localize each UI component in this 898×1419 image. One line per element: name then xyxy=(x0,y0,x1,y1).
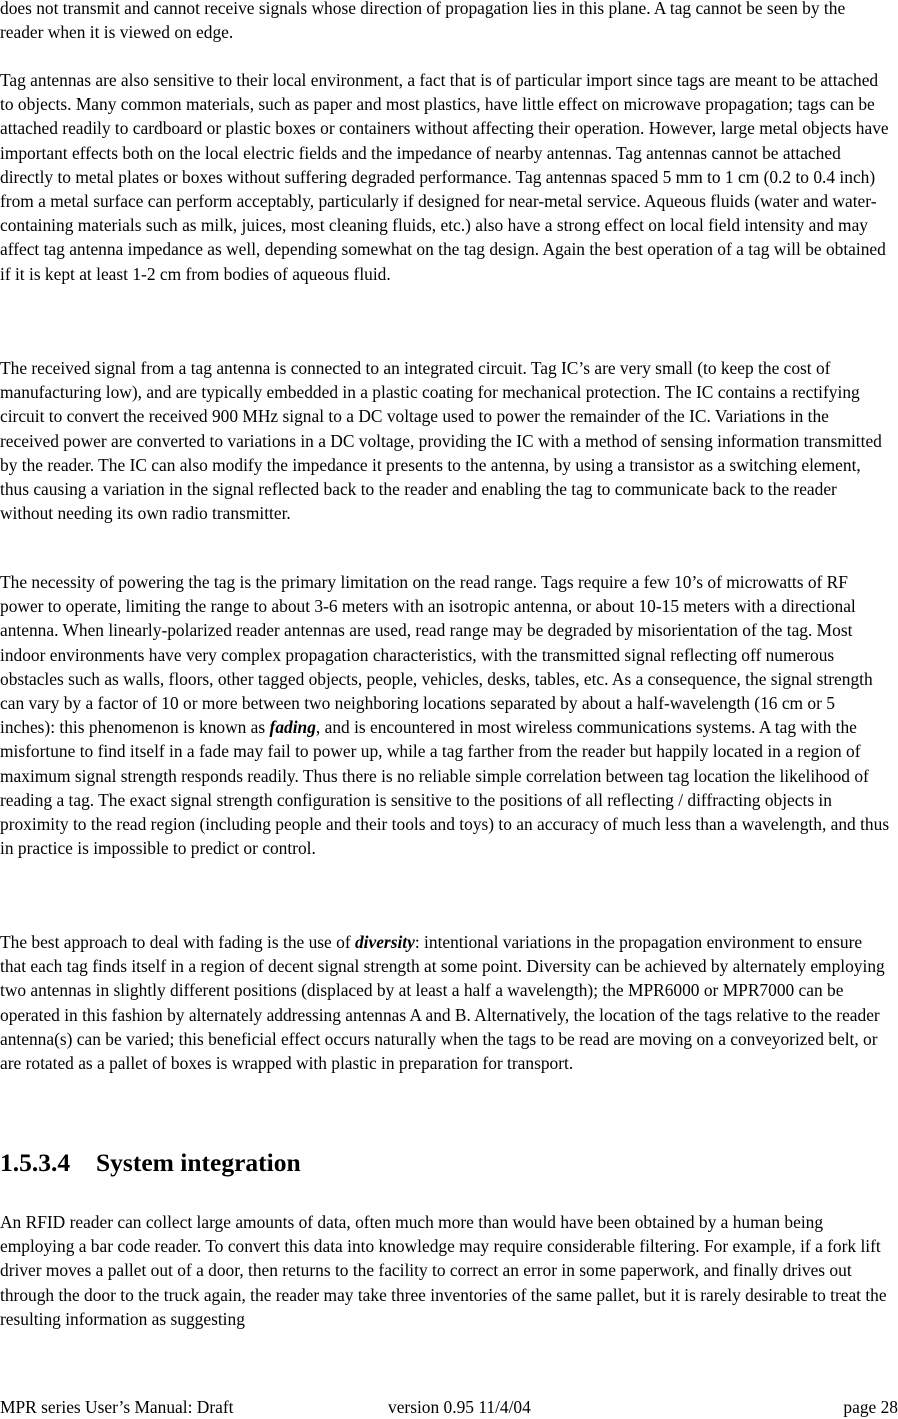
footer-version: version 0.95 11/4/04 xyxy=(388,1397,531,1417)
page-footer xyxy=(0,1396,898,1418)
paragraph-text: The best approach to deal with fading is the use of xyxy=(0,932,355,952)
section-heading xyxy=(0,1146,301,1180)
paragraph-read-range xyxy=(0,570,890,860)
paragraph-text: An RFID reader can collect large amounts of data, often much more than would have been obtained by a human being employing a bar code reader. To convert this data into knowledge may require considerable filtering. For example, if a fork lift driver moves a pallet out of a door, then returns to the facility to correct an error in some paperwork, and finally drives out through the door to the truck again, the reader may take three inventories of the same pallet, but it is rarely desirable to treat the resulting information as suggesting xyxy=(0,1212,887,1329)
paragraph-text: The received signal from a tag antenna is connected to an integrated circuit. Tag IC’s are very small (to keep the cost of manufacturing low), and are typically embedded in a plastic coating for mechanical protection. The IC contains a rectifying circuit to convert the received 900 MHz signal to a DC voltage used to power the remainder of the IC. Variations in the received power are converted to variations in a DC voltage, providing the IC with a method of sensing information transmitted by the reader. The IC can also modify the impedance it presents to the antenna, by using a transistor as a switching element, thus causing a variation in the signal reflected back to the reader and enabling the tag to communicate back to the reader without needing its own radio transmitter. xyxy=(0,358,882,524)
paragraph-text: The necessity of powering the tag is the primary limitation on the read range. Tags require a few 10’s of microwatts of RF power to operate, limiting the range to about 3-6 meters with an isotropic antenna, or about 10-15 meters with a directional antenna. When linearly-polarized reader antennas are used, read range may be degraded by misorientation of the tag. Most indoor environments have very complex propagation characteristics, with the transmitted signal reflecting off numerous obstacles such as walls, floors, other tagged objects, people, vehicles, desks, tables, etc. As a consequence, the signal strength can vary by a factor of 10 or more between two neighboring locations separated by about a half-wavelength (16 cm or 5 inches): this phenomenon is known as xyxy=(0,572,873,738)
paragraph-system-integration xyxy=(0,1210,890,1331)
section-title: System integration xyxy=(96,1148,301,1177)
footer-page-number: page 28 xyxy=(843,1397,898,1417)
paragraph-tag-environment xyxy=(0,68,890,286)
paragraph-text: , and is encountered in most wireless communications systems. A tag with the misfortune to find itself in a fade may fail to power up, while a tag farther from the reader but happily located in a region of maximum signal strength responds readily. Thus there is no reliable simple correlation between tag location the likelihood of reading a tag. The exact signal strength configuration is sensitive to the positions of all reflecting / diffracting objects in proximity to the read region (including people and their tools and toys) to an accuracy of much less than a wavelength, and thus in practice is impossible to predict or control. xyxy=(0,717,890,859)
footer-manual-title: MPR series User’s Manual: Draft xyxy=(0,1397,234,1417)
paragraph-tag-ic xyxy=(0,356,890,525)
paragraph-tag-orientation xyxy=(0,0,890,44)
paragraph-text: Tag antennas are also sensitive to their local environment, a fact that is of particular import since tags are meant to be attached to objects. Many common materials, such as paper and most plastics, have little effect on microwave propagation; tags can be attached readily to cardboard or plastic boxes or containers without affecting their operation. However, large metal objects have important effects both on the local electric fields and the impedance of nearby antennas. Tag antennas cannot be attached directly to metal plates or boxes without suffering degraded performance. Tag antennas spaced 5 mm to 1 cm (0.2 to 0.4 inch) from a metal surface can perform acceptably, particularly if designed for near-metal service. Aqueous fluids (water and water-containing materials such as milk, juices, most cleaning fluids, etc.) also have a strong effect on local field intensity and may affect tag antenna impedance as well, depending somewhat on the tag design. Again the best operation of a tag will be obtained if it is kept at least 1-2 cm from bodies of aqueous fluid. xyxy=(0,70,889,284)
term-fading: fading xyxy=(269,717,316,738)
section-number: 1.5.3.4 xyxy=(0,1148,71,1177)
paragraph-text: does not transmit and cannot receive signals whose direction of propagation lies in this plane. A tag cannot be seen by the reader when it is viewed on edge. xyxy=(0,0,846,43)
term-diversity: diversity xyxy=(354,932,415,952)
paragraph-text: : intentional variations in the propagation environment to ensure that each tag finds itself in a region of decent signal strength at some point. Diversity can be achieved by alternately employing two antennas in slightly different positions (displaced by at least a half a wavelength); the MPR6000 or MPR7000 can be operated in this fashion by alternately addressing antennas A and B. Alternatively, the location of the tags relative to the reader antenna(s) can be varied; this beneficial effect occurs naturally when the tags to be read are moving on a conveyorized belt, or are rotated as a pallet of boxes is wrapped with plastic in preparation for transport. xyxy=(0,932,885,1074)
paragraph-diversity xyxy=(0,930,890,1075)
